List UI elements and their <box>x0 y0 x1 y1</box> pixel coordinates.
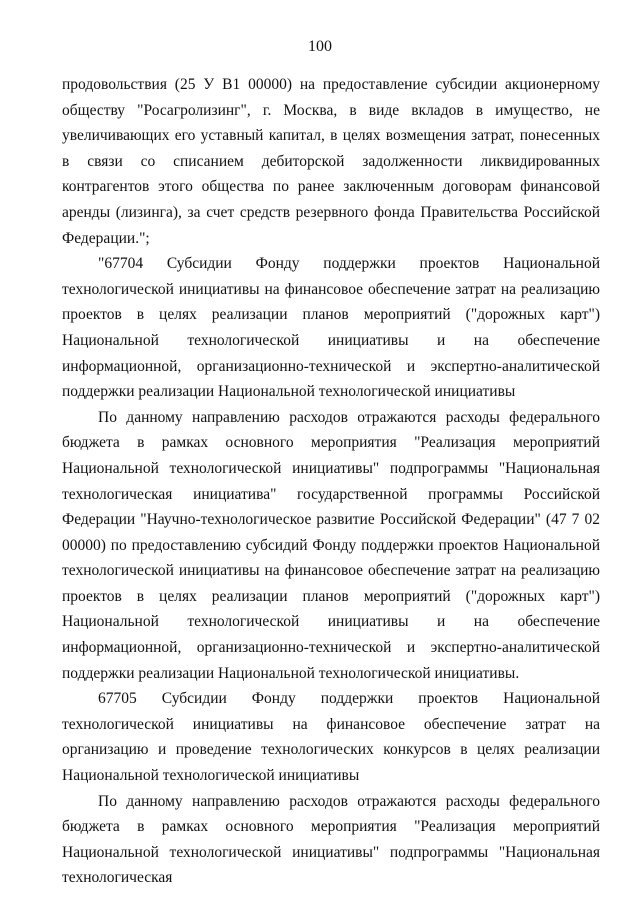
document-body <box>62 72 600 891</box>
paragraph-67705-heading: 67705 Субсидии Фонду поддержки проектов Национальной технологической инициативы на финансовое обеспечение затрат на организацию и проведение технологических конкурсов в целях реализации Национальной технологической инициативы <box>62 690 600 785</box>
paragraph-67705-description: По данному направлению расходов отражаются расходы федерального бюджета в рамках основного мероприятия "Реализация мероприятий Национальной технологической инициативы" подпрограммы "Национальная технологическая <box>62 792 600 887</box>
paragraph-continuation: продовольствия (25 У В1 00000) на предоставление субсидии акционерному обществу "Росагролизинг", г. Москва, в виде вкладов в имущество, не увеличивающих его уставный капитал, в целях возмещения затрат, понесенных в связи со списанием дебиторской задолженности ликвидированных контрагентов этого общества по ранее заключенным договорам финансовой аренды (лизинга), за счет средств резервного фонда Правительства Российской Федерации."; <box>62 76 600 247</box>
paragraph-67704-description: По данному направлению расходов отражаются расходы федерального бюджета в рамках основного мероприятия "Реализация мероприятий Национальной технологической инициативы" подпрограммы "Национальная технологическая инициатива" государственной программы Российской Федерации "Научно-технологическое развитие Российской Федерации" (47 7 02 00000) по предоставлению субсидий Фонду поддержки проектов Национальной технологической инициативы на финансовое обеспечение затрат на реализацию проектов в целях реализации планов мероприятий ("дорожных карт") Национальной технологической инициативы и на обеспечение информационной, организационно-технической и экспертно-аналитической поддержки реализации Национальной технологической инициативы. <box>62 408 600 682</box>
paragraph-67704-heading: "67704 Субсидии Фонду поддержки проектов Национальной технологической инициативы на финансовое обеспечение затрат на реализацию проектов в целях реализации планов мероприятий ("дорожных карт") Национальной технологической инициативы и на обеспечение информационной, организационно-технической и экспертно-аналитической поддержки реализации Национальной технологической инициативы <box>62 255 600 401</box>
page-number: 100 <box>308 38 332 55</box>
